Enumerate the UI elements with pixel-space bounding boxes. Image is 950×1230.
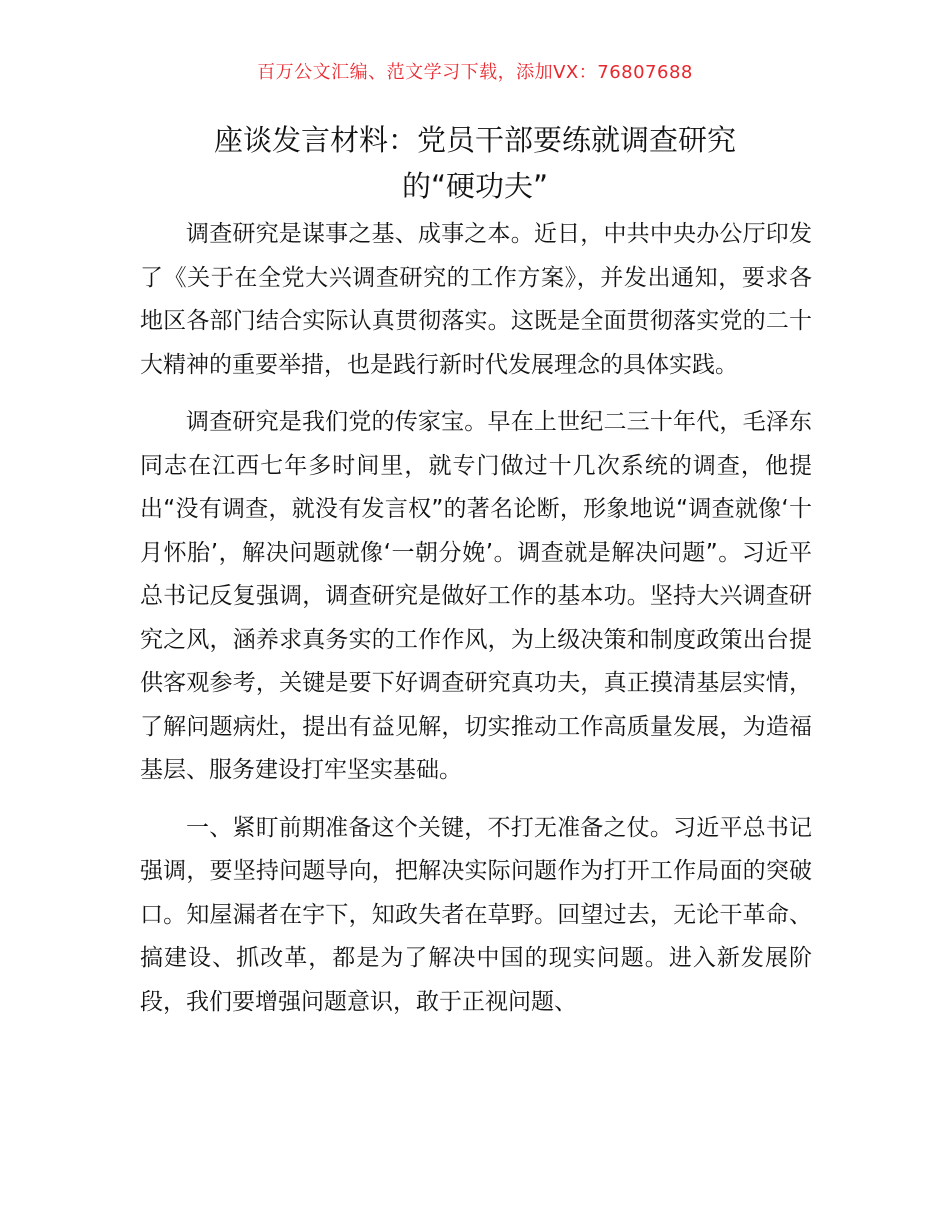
paragraph-intro: 调查研究是谋事之基、成事之本。近日，中共中央办公厅印发了《关于在全党大兴调查研究的工作方案》，并发出通知，要求各地区各部门结合实际认真贯彻落实。这既是全面贯彻落实党的二十大精神的重要举措，也是践行新时代发展理念的具体实践。 (140, 221, 812, 378)
header-watermark-note: 百万公文汇编、范文学习下载，添加VX：76807688 (257, 62, 693, 83)
document-body (140, 213, 812, 1038)
paragraph-tradition: 调查研究是我们党的传家宝。早在上世纪二三十年代，毛泽东同志在江西七年多时间里，就专门做过十几次系统的调查，他提出“没有调查，就没有发言权”的著名论断，形象地说“调查就像‘十月怀胎’，解决问题就像‘一朝分娩’。调查就是解决问题”。习近平总书记反复强调，调查研究是做好工作的基本功。坚持大兴调查研究之风，涵养求真务实的工作作风，为上级决策和制度政策出台提供客观参考，关键是要下好调查研究真功夫，真正摸清基层实情，了解问题病灶，提出有益见解，切实推动工作高质量发展，为造福基层、服务建设打牢坚实基础。 (140, 409, 812, 783)
document-title-line-1: 座谈发言材料：党员干部要练就调查研究 (213, 123, 736, 157)
document-title (0, 117, 950, 209)
document-title-line-2: 的“硬功夫” (401, 169, 549, 203)
paragraph-section-one: 一、紧盯前期准备这个关键，不打无准备之仗。习近平总书记强调，要坚持问题导向，把解决实际问题作为打开工作局面的突破口。知屋漏者在宇下，知政失者在草野。回望过去，无论干革命、搞建设、抓改革，都是为了解决中国的现实问题。进入新发展阶段，我们要增强问题意识，敢于正视问题、 (140, 814, 812, 1015)
